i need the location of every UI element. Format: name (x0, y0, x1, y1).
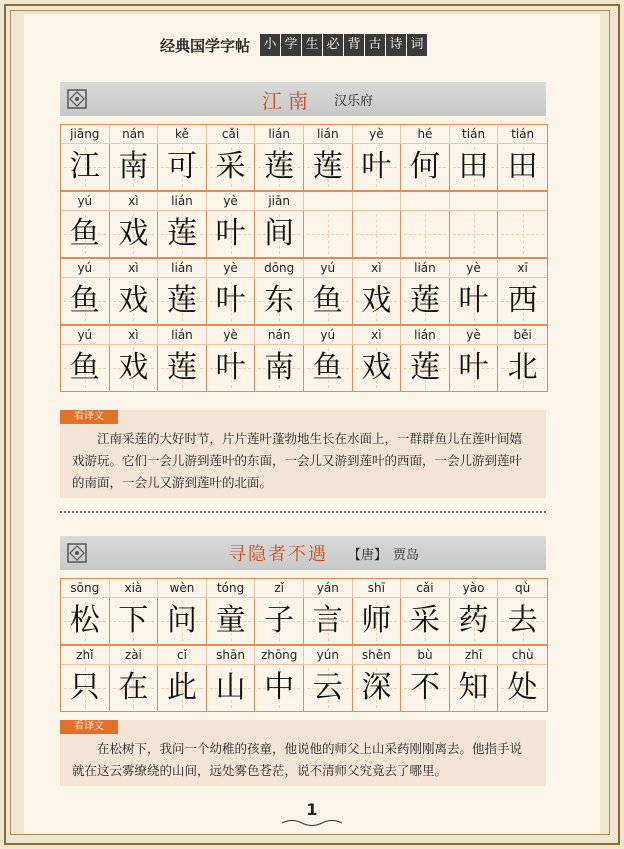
tracing-cell (255, 598, 304, 644)
tracing-cell (401, 211, 450, 257)
pinyin-cell: chù (511, 648, 534, 662)
tracing-cell (304, 211, 353, 257)
character: 知 (458, 670, 489, 705)
tracing-cell (450, 211, 499, 257)
tracing-cell (304, 144, 353, 190)
pinyin-cell: nán (255, 326, 304, 344)
pinyin-cell: yú (61, 192, 110, 210)
tracing-cell (110, 144, 159, 190)
ornament-icon (64, 540, 90, 566)
character: 松 (69, 603, 100, 638)
character: 鱼 (69, 216, 100, 251)
translation-box (60, 720, 546, 786)
series-char: 背 (344, 34, 364, 56)
pinyin-cell: yè (207, 192, 256, 210)
pinyin-cell (401, 192, 450, 210)
series-char: 学 (281, 34, 301, 56)
pinyin-cell: lián (158, 259, 207, 277)
character-row (61, 278, 547, 325)
pinyin-cell: jiāng (61, 125, 110, 143)
pinyin-cell: cǐ (158, 646, 207, 664)
tracing-cell (498, 211, 547, 257)
pinyin-cell: xì (353, 326, 402, 344)
character: 戏 (118, 283, 149, 318)
pinyin-cell: shān (207, 646, 256, 664)
character: 采 (215, 149, 246, 184)
pinyin-cell: yún (304, 646, 353, 664)
tracing-cell (110, 211, 159, 257)
series-title (260, 34, 428, 56)
pinyin-cell: sōng (61, 579, 110, 597)
character: 南 (264, 350, 295, 385)
tracing-cell (61, 345, 110, 391)
character: 田 (458, 149, 489, 184)
character: 童 (215, 603, 246, 638)
character: 鱼 (312, 350, 343, 385)
pinyin-cell (450, 192, 499, 210)
pinyin-cell: wèn (158, 579, 207, 597)
tracing-grid (60, 578, 548, 712)
character: 叶 (458, 350, 489, 385)
character: 在 (118, 670, 149, 705)
tracing-cell (61, 665, 110, 711)
tracing-cell (110, 278, 159, 324)
poem-author: 贾岛 (393, 547, 420, 563)
poem-title: 寻隐者不遇 (228, 544, 328, 565)
tracing-cell (401, 665, 450, 711)
tracing-cell (255, 665, 304, 711)
translation-text: 江南采莲的大好时节，片片莲叶蓬勃地生长在水面上，一群群鱼儿在莲叶间嬉戏游玩。它们一会儿游到莲叶的东面，一会儿又游到莲叶的西面，一会儿游到莲叶的南面，一会儿又游到莲叶的北面。 (72, 431, 523, 490)
tracing-cell (498, 278, 547, 324)
poem-banner (60, 82, 546, 116)
series-char: 小 (260, 34, 280, 56)
character-row (61, 144, 547, 191)
series-char: 古 (365, 34, 385, 56)
pinyin-cell: zǐ (255, 579, 304, 597)
character: 莲 (166, 350, 197, 385)
tracing-cell (304, 598, 353, 644)
tracing-cell (450, 598, 499, 644)
pinyin-row (61, 645, 547, 665)
tracing-cell (255, 211, 304, 257)
pinyin-cell: lián (255, 125, 304, 143)
character: 戏 (118, 216, 149, 251)
character: 云 (312, 670, 343, 705)
character: 何 (409, 149, 440, 184)
pinyin-cell: lián (304, 125, 353, 143)
tracing-cell (110, 345, 159, 391)
tracing-cell (255, 144, 304, 190)
tracing-cell (158, 144, 207, 190)
poem-dynasty: 【唐】 (348, 547, 388, 563)
pinyin-cell: yú (61, 259, 110, 277)
tracing-cell (61, 211, 110, 257)
section-divider (60, 511, 546, 513)
pinyin-cell: dōng (255, 259, 304, 277)
character-row (61, 211, 547, 258)
character: 师 (361, 603, 392, 638)
tracing-cell (450, 144, 499, 190)
pinyin-row (61, 124, 547, 144)
character: 山 (215, 670, 246, 705)
character: 江 (69, 149, 100, 184)
character: 下 (118, 603, 149, 638)
pinyin-cell: zhōng (255, 646, 304, 664)
tracing-cell (498, 598, 547, 644)
tracing-cell (158, 598, 207, 644)
pinyin-cell: yè (450, 259, 499, 277)
flourish-icon (280, 818, 344, 828)
pinyin-cell: cǎi (207, 125, 256, 143)
pinyin-cell: hé (401, 125, 450, 143)
tracing-cell (158, 665, 207, 711)
character: 只 (69, 670, 100, 705)
tracing-cell (255, 278, 304, 324)
tracing-cell (158, 278, 207, 324)
pinyin-cell: xì (353, 259, 402, 277)
character: 深 (361, 670, 392, 705)
pinyin-cell: xià (110, 579, 159, 597)
tracing-cell (207, 144, 256, 190)
tracing-cell (255, 345, 304, 391)
tracing-cell (353, 211, 402, 257)
character: 叶 (215, 350, 246, 385)
character: 莲 (409, 350, 440, 385)
poem-author: 汉乐府 (334, 93, 374, 109)
tracing-cell (207, 598, 256, 644)
pinyin-cell: shēn (353, 646, 402, 664)
character: 戏 (361, 283, 392, 318)
pinyin-cell: nán (110, 125, 159, 143)
tracing-cell (401, 278, 450, 324)
character: 东 (264, 283, 295, 318)
character: 问 (166, 603, 197, 638)
character: 鱼 (312, 283, 343, 318)
tracing-cell (450, 665, 499, 711)
tracing-cell (110, 665, 159, 711)
tracing-cell (61, 278, 110, 324)
tracing-cell (353, 598, 402, 644)
translation-tag: 看译文 (60, 410, 118, 424)
pinyin-cell: yú (61, 326, 110, 344)
character: 叶 (215, 216, 246, 251)
character: 戏 (361, 350, 392, 385)
tracing-cell (450, 345, 499, 391)
character: 间 (264, 216, 295, 251)
pinyin-cell: zhī (450, 646, 499, 664)
tracing-cell (353, 144, 402, 190)
character-row (61, 598, 547, 645)
pinyin-cell: kě (158, 125, 207, 143)
character: 药 (458, 603, 489, 638)
series-char: 生 (302, 34, 322, 56)
book-header (160, 34, 428, 56)
character: 叶 (215, 283, 246, 318)
character: 可 (166, 149, 197, 184)
pinyin-cell: yào (450, 579, 499, 597)
tracing-cell (207, 278, 256, 324)
pinyin-row (61, 325, 547, 345)
pinyin-cell: tián (511, 127, 535, 141)
series-char: 词 (407, 34, 427, 56)
tracing-cell (207, 345, 256, 391)
character: 去 (507, 603, 538, 638)
character-row (61, 665, 547, 712)
character: 采 (409, 603, 440, 638)
translation-box (60, 410, 546, 498)
pinyin-row (61, 578, 547, 598)
page-number: 1 (306, 800, 318, 819)
tracing-cell (353, 345, 402, 391)
character: 言 (312, 603, 343, 638)
character: 田 (507, 149, 538, 184)
tracing-cell (61, 598, 110, 644)
tracing-cell (450, 278, 499, 324)
character: 此 (166, 670, 197, 705)
tracing-cell (401, 598, 450, 644)
tracing-cell (207, 211, 256, 257)
tracing-cell (498, 144, 547, 190)
pinyin-cell: yè (207, 259, 256, 277)
character: 莲 (166, 216, 197, 251)
pinyin-cell: lián (158, 192, 207, 210)
character: 西 (507, 283, 538, 318)
tracing-cell (304, 278, 353, 324)
pinyin-row (61, 191, 547, 211)
pinyin-cell: yán (304, 579, 353, 597)
tracing-cell (401, 144, 450, 190)
pinyin-cell: yè (353, 125, 402, 143)
pinyin-cell: xì (110, 259, 159, 277)
pinyin-row (61, 258, 547, 278)
pinyin-cell: lián (158, 326, 207, 344)
character: 莲 (264, 149, 295, 184)
pinyin-cell: xì (110, 326, 159, 344)
character: 南 (118, 149, 149, 184)
pinyin-cell: xì (110, 192, 159, 210)
pinyin-cell: lián (401, 259, 450, 277)
poem-title: 江南 (262, 88, 314, 113)
pinyin-cell: yú (304, 326, 353, 344)
tracing-cell (304, 665, 353, 711)
tracing-cell (498, 665, 547, 711)
pinyin-cell: qù (515, 581, 531, 595)
character: 莲 (409, 283, 440, 318)
character: 戏 (118, 350, 149, 385)
series-char: 必 (323, 34, 343, 56)
tracing-cell (207, 665, 256, 711)
series-char: 诗 (386, 34, 406, 56)
character: 叶 (458, 283, 489, 318)
pinyin-cell: yè (207, 326, 256, 344)
tracing-cell (401, 345, 450, 391)
tracing-cell (498, 345, 547, 391)
pinyin-cell (498, 192, 547, 210)
character: 莲 (166, 283, 197, 318)
poem-banner (60, 536, 546, 570)
tracing-cell (158, 211, 207, 257)
pinyin-cell: tián (450, 125, 499, 143)
pinyin-cell: běi (513, 328, 532, 342)
character: 不 (409, 670, 440, 705)
tracing-cell (353, 665, 402, 711)
character: 叶 (361, 149, 392, 184)
pinyin-cell: tóng (207, 579, 256, 597)
pinyin-cell: yú (304, 259, 353, 277)
tracing-cell (61, 144, 110, 190)
pinyin-cell (353, 192, 402, 210)
pinyin-cell: zhǐ (61, 646, 110, 664)
character: 子 (264, 603, 295, 638)
pinyin-cell: jiān (255, 192, 304, 210)
pinyin-cell: zài (110, 646, 159, 664)
pinyin-cell: cǎi (401, 579, 450, 597)
character: 中 (264, 670, 295, 705)
translation-text: 在松树下，我问一个幼稚的孩童，他说他的师父上山采药刚刚离去。他指手说就在这云雾缭绕的山间，远处雾色苍茫，说不清师父究竟去了哪里。 (72, 741, 523, 778)
pinyin-cell (304, 192, 353, 210)
character: 鱼 (69, 283, 100, 318)
book-title: 经典国学字帖 (160, 36, 251, 55)
pinyin-cell: bù (401, 646, 450, 664)
pinyin-cell: shī (353, 579, 402, 597)
pinyin-cell: yè (450, 326, 499, 344)
character: 处 (507, 670, 538, 705)
character: 莲 (312, 149, 343, 184)
tracing-grid (60, 124, 548, 392)
tracing-cell (353, 278, 402, 324)
pinyin-cell: xī (517, 261, 528, 275)
ornament-icon (64, 86, 90, 112)
character-row (61, 345, 547, 392)
translation-tag: 看译文 (60, 720, 118, 734)
character: 鱼 (69, 350, 100, 385)
pinyin-cell: lián (401, 326, 450, 344)
tracing-cell (110, 598, 159, 644)
tracing-cell (158, 345, 207, 391)
tracing-cell (304, 345, 353, 391)
character: 北 (507, 350, 538, 385)
